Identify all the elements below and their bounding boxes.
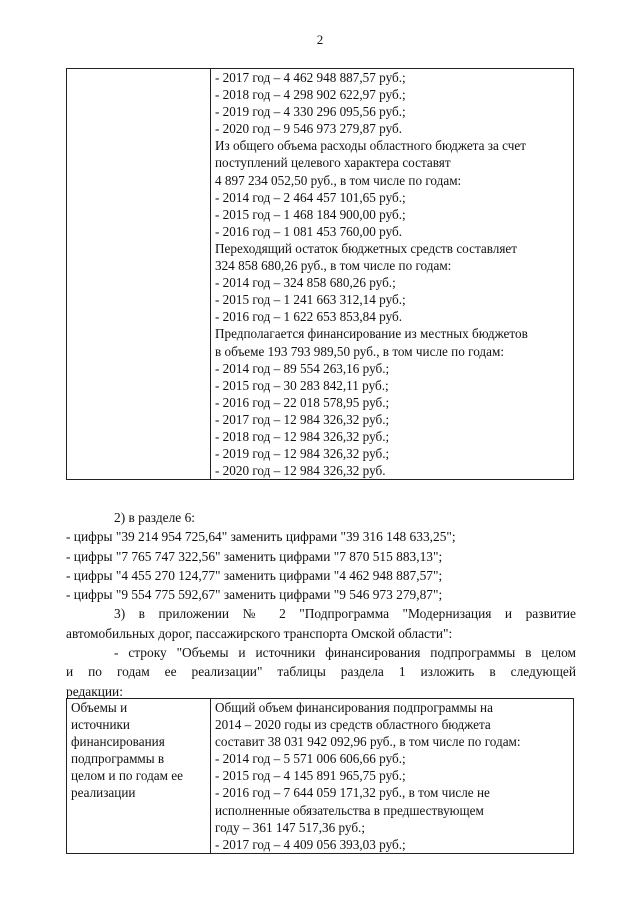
text-line: - 2018 год – 4 298 902 622,97 руб.; — [214, 87, 406, 103]
text-line: - 2019 год – 4 330 296 095,56 руб.; — [214, 104, 406, 120]
text-line: - 2017 год – 12 984 326,32 руб.; — [214, 411, 390, 427]
text-line: 324 858 680,26 руб., в том числе по годам: — [214, 258, 452, 274]
text-line: исполненные обязательства в предшествующем — [214, 802, 484, 818]
label-line: реализации — [71, 785, 136, 801]
replacement-line: - цифры "9 554 775 592,67" заменить цифрами "9 546 973 279,87"; — [66, 587, 443, 603]
replacement-line: - цифры "4 455 270 124,77" заменить цифрами "4 462 948 887,57"; — [66, 567, 443, 583]
text-line: Из общего объема расходы областного бюджета за счет — [214, 138, 526, 154]
text-line: 2014 – 2020 годы из средств областного бюджета — [214, 717, 491, 733]
text-line: - 2015 год – 1 468 184 900,00 руб.; — [214, 206, 406, 222]
text-line: - 2016 год – 1 081 453 760,00 руб. — [214, 223, 402, 239]
page-number: 2 — [316, 32, 324, 47]
text-line: - 2015 год – 4 145 891 965,75 руб.; — [214, 768, 406, 784]
text-line: - 2016 год – 7 644 059 171,32 руб., в том числе не — [214, 785, 490, 801]
table-row — [67, 69, 574, 480]
replacement-line: - цифры "7 765 747 322,56" заменить цифрами "7 870 515 883,13"; — [66, 548, 443, 564]
table-cell-content — [210, 69, 573, 480]
table-row — [67, 699, 574, 854]
label-line: финансирования — [71, 734, 165, 750]
text-line: Предполагается финансирование из местных бюджетов — [214, 326, 528, 342]
text-line: Общий объем финансирования подпрограммы на — [214, 700, 493, 715]
text-line: - 2017 год – 4 409 056 393,03 руб.; — [214, 836, 406, 852]
text-line: - 2019 год – 12 984 326,32 руб.; — [214, 446, 390, 462]
label-line: целом и по годам ее — [71, 768, 183, 784]
table-cell-label — [67, 699, 211, 854]
text-line: году – 361 147 517,36 руб.; — [214, 819, 365, 835]
label-line: источники — [71, 717, 130, 733]
text-line: составит 38 031 942 092,96 руб., в том числе по годам: — [214, 734, 521, 750]
text-line: - 2018 год – 12 984 326,32 руб.; — [214, 428, 390, 444]
text-line: - 2020 год – 12 984 326,32 руб. — [214, 463, 386, 479]
text-line: в объеме 193 793 989,50 руб., в том числе по годам: — [214, 343, 504, 359]
table-cell-content — [210, 699, 573, 854]
label-line: Объемы и — [71, 700, 128, 715]
text-line: - 2014 год – 89 554 263,16 руб.; — [214, 360, 390, 376]
text-line: Переходящий остаток бюджетных средств составляет — [214, 240, 518, 256]
text-line: 4 897 234 052,50 руб., в том числе по годам: — [214, 172, 462, 188]
financing-table-new — [66, 698, 574, 854]
text-line: поступлений целевого характера составят — [214, 155, 451, 171]
text-line: - 2015 год – 1 241 663 312,14 руб.; — [214, 292, 406, 308]
replacement-line: - цифры "39 214 954 725,64" заменить цифрами "39 316 148 633,25"; — [66, 529, 456, 545]
text-line: - 2020 год – 9 546 973 279,87 руб. — [214, 121, 402, 137]
text-line: - 2014 год – 2 464 457 101,65 руб.; — [214, 189, 406, 205]
text-line: - 2016 год – 22 018 578,95 руб.; — [214, 394, 390, 410]
appendix-line: автомобильных дорог, пассажирского транспорта Омской области": — [66, 625, 453, 641]
amendment-text — [66, 508, 576, 701]
text-line: - 2014 год – 324 858 680,26 руб.; — [214, 275, 396, 291]
table-cell-label — [67, 69, 211, 480]
financing-table-continued — [66, 68, 574, 480]
text-line: - 2016 год – 1 622 653 853,84 руб. — [214, 309, 402, 325]
text-line: - 2015 год – 30 283 842,11 руб.; — [214, 377, 389, 393]
instruction-line: - строку "Объемы и источники финансирования подпрограммы в целом — [114, 645, 576, 661]
label-line: подпрограммы в — [71, 751, 165, 767]
instruction-line: и по годам ее реализации" таблицы раздела 1 изложить в следующей — [66, 664, 576, 680]
text-line: - 2014 год – 5 571 006 606,66 руб.; — [214, 751, 406, 767]
appendix-line: 3) в приложении № 2 "Подпрограмма "Модернизация и развитие — [114, 606, 576, 622]
section-heading: 2) в разделе 6: — [114, 510, 196, 525]
text-line: - 2017 год – 4 462 948 887,57 руб.; — [214, 70, 406, 85]
instruction-line: редакции: — [66, 683, 123, 699]
